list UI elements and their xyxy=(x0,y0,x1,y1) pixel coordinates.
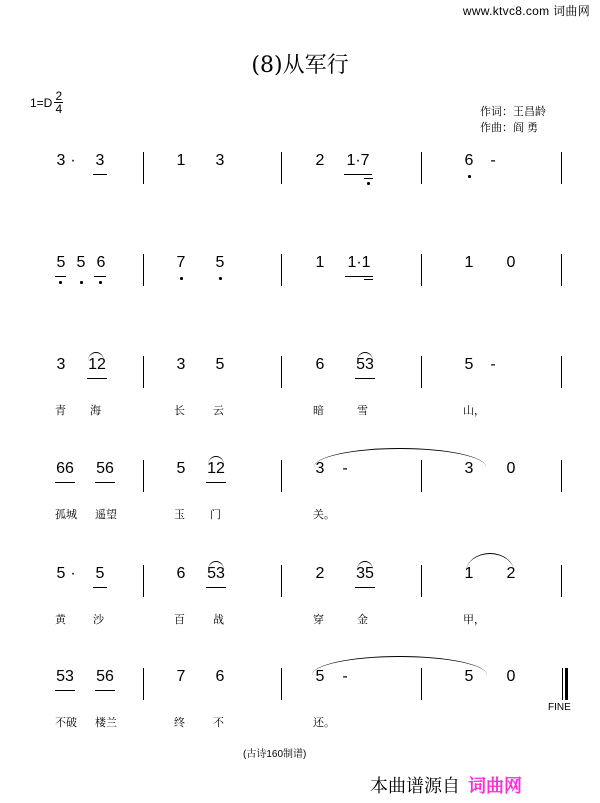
underline xyxy=(206,587,226,588)
lyric: 战 xyxy=(213,614,224,626)
underline xyxy=(55,690,75,691)
barline xyxy=(562,668,563,700)
note: 53 xyxy=(356,356,374,373)
barline xyxy=(561,565,562,597)
underline xyxy=(206,482,226,483)
barline xyxy=(143,565,144,597)
note: 3 xyxy=(176,356,186,373)
key-label: 1=D xyxy=(30,95,53,110)
underline xyxy=(95,690,115,691)
lyric: 关。 xyxy=(313,509,335,521)
lyric: 穿 xyxy=(313,614,324,626)
note: 5 xyxy=(464,356,474,373)
brand-footer xyxy=(370,772,522,798)
underline xyxy=(93,587,107,588)
note: 5 xyxy=(56,254,66,271)
barline xyxy=(281,565,282,597)
note: - xyxy=(342,668,348,685)
barline xyxy=(561,152,562,184)
note: 1 xyxy=(315,254,325,271)
note: 5 xyxy=(315,668,325,685)
lyric: 金 xyxy=(357,614,368,626)
underline xyxy=(355,587,375,588)
lyric: 海 xyxy=(90,405,101,417)
barline xyxy=(281,356,282,388)
underline xyxy=(87,378,107,379)
note: 6 xyxy=(215,668,225,685)
lyric: 不 xyxy=(213,717,224,729)
note: 56 xyxy=(96,668,114,685)
note: 53 xyxy=(207,565,225,582)
barline xyxy=(143,460,144,492)
composer: 作曲：阎 勇 xyxy=(480,122,539,134)
note: - xyxy=(490,356,496,373)
note: 3 xyxy=(215,152,225,169)
note: 5 xyxy=(464,668,474,685)
lyric: 暗 xyxy=(313,405,324,417)
lyric: 还。 xyxy=(313,717,335,729)
lyric: 遥望 xyxy=(95,509,117,521)
lyric: 黄 xyxy=(55,614,66,626)
low-dot xyxy=(80,281,83,284)
dot-note: · xyxy=(70,152,76,169)
low-dot xyxy=(468,175,471,178)
note: 1 xyxy=(464,565,474,582)
underline xyxy=(95,482,115,483)
note: 7 xyxy=(176,668,186,685)
underline xyxy=(93,174,107,175)
lyric: 山， xyxy=(463,405,485,417)
lyric: 沙 xyxy=(93,614,104,626)
low-dot xyxy=(180,277,183,280)
barline xyxy=(421,668,422,700)
lyric: 孤城 xyxy=(55,509,77,521)
note: 5 xyxy=(56,565,66,582)
final-barline xyxy=(565,668,568,700)
underline xyxy=(345,276,373,277)
note: 5 xyxy=(176,460,186,477)
note: 0 xyxy=(506,668,516,685)
time-signature xyxy=(54,90,63,115)
note: 7 xyxy=(176,254,186,271)
note: 66 xyxy=(56,460,74,477)
page-title: (8)从军行 xyxy=(251,53,349,78)
note: 3 xyxy=(315,460,325,477)
lyricist: 作词：王昌龄 xyxy=(480,106,546,118)
source-note: (古诗160制谱) xyxy=(243,749,307,760)
note: 53 xyxy=(56,668,74,685)
note: 3 xyxy=(464,460,474,477)
watermark: www.ktvc8.com 词曲网 xyxy=(462,4,590,18)
barline xyxy=(143,668,144,700)
note: - xyxy=(490,152,496,169)
note: 5 xyxy=(95,565,105,582)
note: 3 xyxy=(56,152,66,169)
note: 2 xyxy=(506,565,516,582)
barline xyxy=(421,356,422,388)
key-signature xyxy=(30,90,63,115)
barline xyxy=(421,460,422,492)
lyric: 雪 xyxy=(357,405,368,417)
note: 6 xyxy=(315,356,325,373)
low-dot xyxy=(99,281,102,284)
note: 56 xyxy=(96,460,114,477)
note: 12 xyxy=(207,460,225,477)
note: 0 xyxy=(506,254,516,271)
note: 35 xyxy=(356,565,374,582)
barline xyxy=(143,356,144,388)
brand-site-link[interactable]: 词曲网 xyxy=(468,776,522,796)
barline xyxy=(561,460,562,492)
note: 1·7 xyxy=(346,152,370,169)
underline xyxy=(94,276,106,277)
barline xyxy=(143,254,144,286)
lyric: 百 xyxy=(174,614,185,626)
barline xyxy=(561,356,562,388)
note: 6 xyxy=(96,254,106,271)
barline xyxy=(421,152,422,184)
lyric: 青 xyxy=(55,405,66,417)
underline xyxy=(355,378,375,379)
note: 2 xyxy=(315,565,325,582)
underline xyxy=(55,482,75,483)
note: 1 xyxy=(464,254,474,271)
note: 12 xyxy=(88,356,106,373)
time-top: 2 xyxy=(55,89,63,103)
note: 1 xyxy=(176,152,186,169)
lyric: 楼兰 xyxy=(95,717,117,729)
note: 3 xyxy=(95,152,105,169)
barline xyxy=(281,152,282,184)
barline xyxy=(281,668,282,700)
barline xyxy=(421,254,422,286)
note: 2 xyxy=(315,152,325,169)
lyric: 长 xyxy=(174,405,185,417)
low-dot xyxy=(219,277,222,280)
note: - xyxy=(342,460,348,477)
note: 0 xyxy=(506,460,516,477)
note: 3 xyxy=(56,356,66,373)
note: 1·1 xyxy=(347,254,371,271)
barline xyxy=(281,254,282,286)
fine-mark: FINE xyxy=(548,702,571,713)
lyric: 玉 xyxy=(174,509,185,521)
note: 5 xyxy=(76,254,86,271)
time-bottom: 4 xyxy=(55,102,63,116)
lyric: 门 xyxy=(210,509,221,521)
note: 5 xyxy=(215,356,225,373)
lyric: 云 xyxy=(213,405,224,417)
barline xyxy=(281,460,282,492)
barline xyxy=(421,565,422,597)
low-dot xyxy=(59,281,62,284)
low-dot xyxy=(367,182,370,185)
lyric: 不破 xyxy=(55,717,77,729)
lyric: 甲， xyxy=(463,614,485,626)
dot-note: · xyxy=(70,565,76,582)
underline xyxy=(364,178,373,179)
note: 5 xyxy=(215,254,225,271)
barline xyxy=(143,152,144,184)
underline xyxy=(55,276,66,277)
note: 6 xyxy=(464,152,474,169)
underline xyxy=(364,279,373,280)
note: 6 xyxy=(176,565,186,582)
lyric: 终 xyxy=(174,717,185,729)
barline xyxy=(561,254,562,286)
brand-text: 本曲谱源自 xyxy=(370,776,460,796)
underline xyxy=(344,174,372,175)
